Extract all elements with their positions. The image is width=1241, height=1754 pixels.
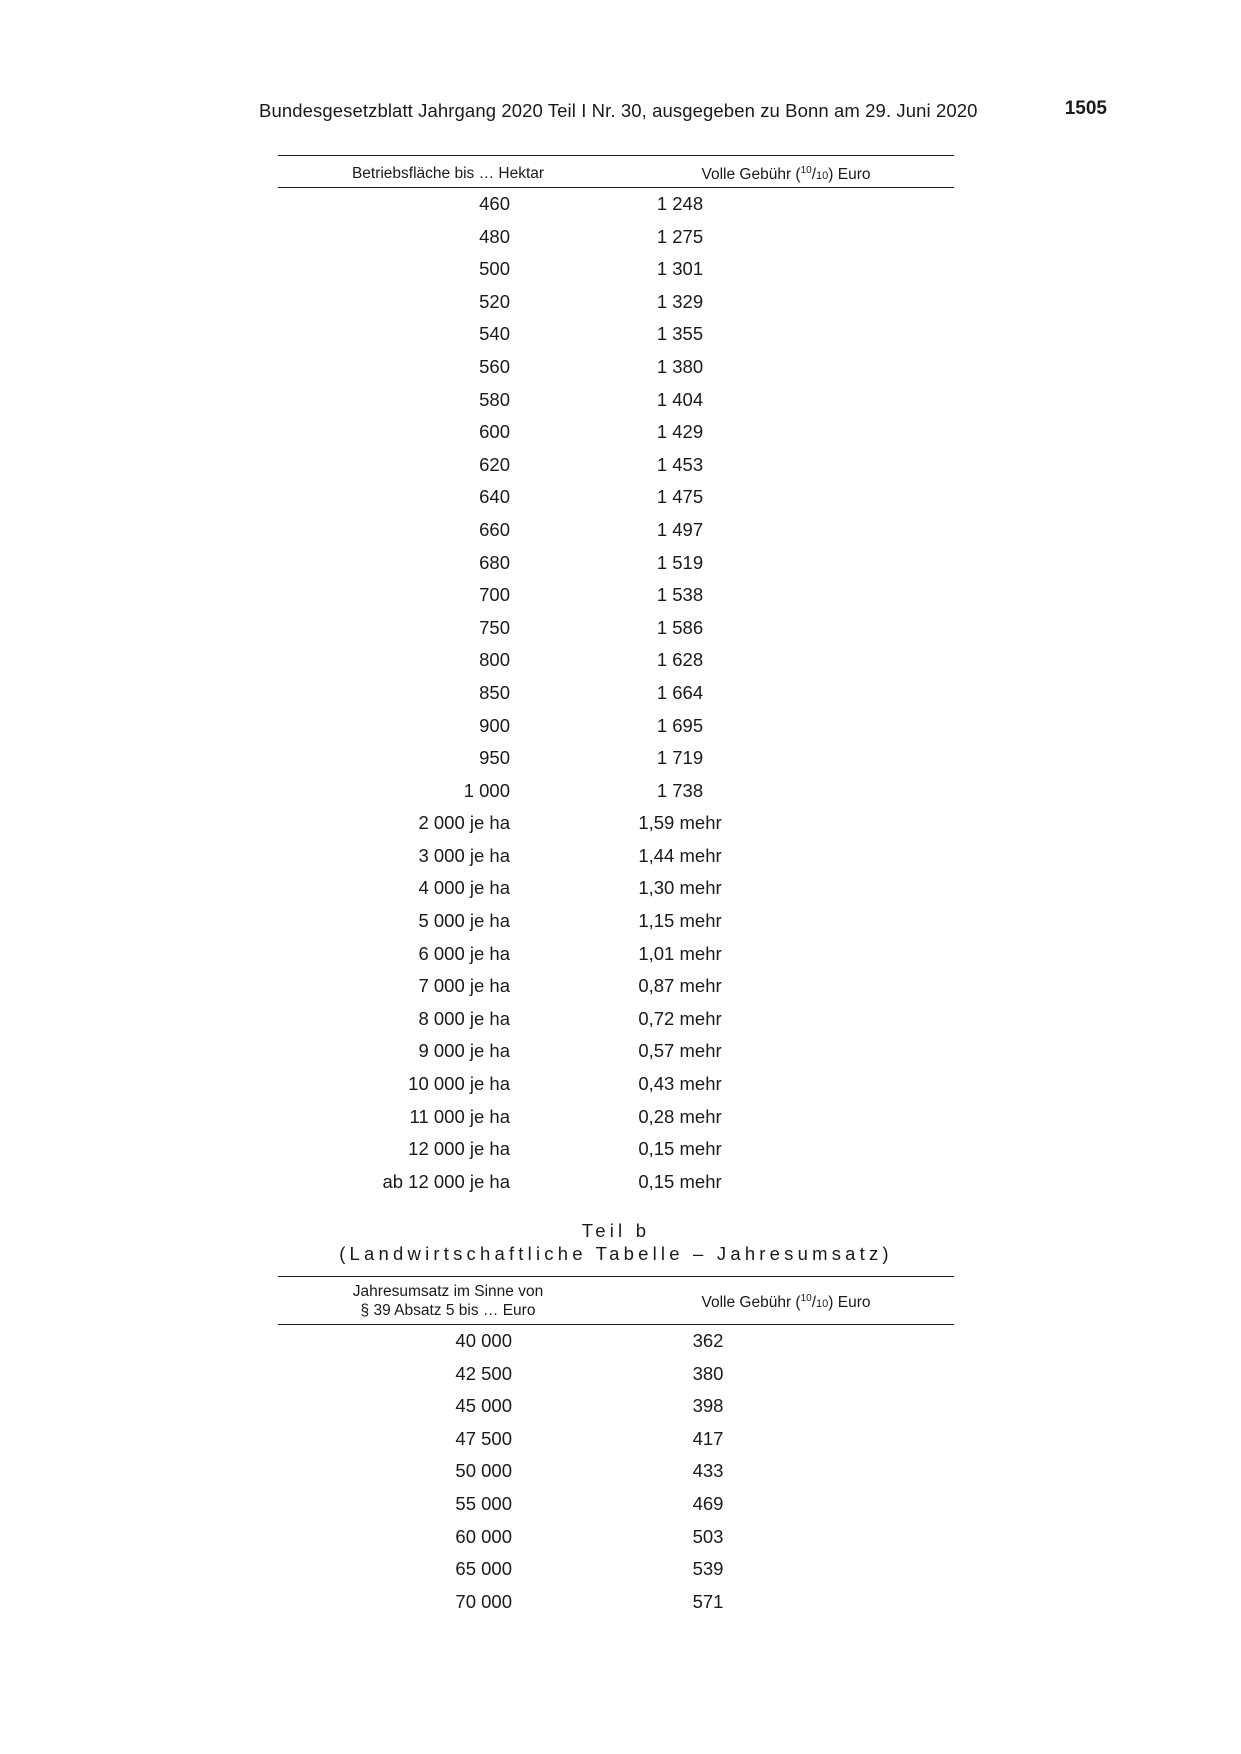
cell-fee: 0,57 mehr [638,1040,722,1062]
cell-turnover: 50 000 [455,1460,512,1482]
cell-fee: 0,15 mehr [638,1170,722,1192]
cell-fee: 417 [692,1427,724,1449]
cell-fee: 1 475 [656,486,704,508]
cell-area: 900 [479,714,510,736]
table-row [278,416,954,449]
cell-area: 620 [479,453,510,475]
cell-fee: 1 497 [656,518,704,540]
table-row [278,1455,954,1488]
fee-table-area [278,155,954,1198]
header-fraction-slash: / [811,166,817,183]
cell-fee: 1,44 mehr [638,844,722,866]
table-row [278,1325,954,1358]
cell-fee: 503 [692,1525,724,1547]
cell-area: 8 000 je ha [418,1007,510,1029]
column-header-turnover [278,1282,618,1320]
header-text: Volle Gebühr ( [701,1294,801,1311]
cell-area: 600 [479,421,510,443]
cell-fee: 1 538 [656,584,704,606]
cell-fee: 1 719 [656,747,704,769]
cell-fee: 1 355 [656,323,704,345]
fee-table-turnover [278,1276,954,1618]
cell-fee: 1 429 [656,421,704,443]
cell-fee: 380 [692,1362,724,1384]
cell-area: 560 [479,355,510,377]
cell-area: 520 [479,290,510,312]
cell-turnover: 70 000 [455,1590,512,1612]
table-row [278,253,954,286]
header-fraction-denominator: 10 [816,170,829,182]
cell-fee: 362 [692,1330,724,1351]
cell-fee: 1,01 mehr [638,942,722,964]
cell-fee: 1 301 [656,258,704,280]
table-header [278,155,954,188]
cell-area: 500 [479,258,510,280]
table-row [278,1035,954,1068]
cell-fee: 571 [692,1590,724,1612]
cell-fee: 1 695 [656,714,704,736]
cell-fee: 1 586 [656,616,704,638]
cell-fee: 1 664 [656,681,704,703]
table-row [278,612,954,645]
column-header-fee [618,1287,954,1314]
cell-fee: 0,87 mehr [638,975,722,997]
column-header-fee [618,157,954,186]
cell-turnover: 60 000 [455,1525,512,1547]
cell-area: 3 000 je ha [418,844,510,866]
cell-area: 9 000 je ha [418,1040,510,1062]
cell-turnover: 47 500 [455,1427,512,1449]
table-row [278,872,954,905]
table-row [278,1068,954,1101]
table-row [278,351,954,384]
cell-area: 2 000 je ha [418,812,510,834]
part-title: Teil b [581,1220,651,1241]
cell-area: 4 000 je ha [418,877,510,899]
table-row [278,188,954,221]
table-row [278,1390,954,1423]
cell-area: 700 [479,584,510,606]
table-body [278,188,954,1198]
table-row [278,1133,954,1166]
table-row [278,840,954,873]
cell-area: 750 [479,616,510,638]
cell-fee: 1 453 [656,453,704,475]
cell-fee: 0,72 mehr [638,1007,722,1029]
table-header [278,1276,954,1325]
table-row [278,644,954,677]
table-row [278,579,954,612]
part-subtitle: (Landwirtschaftliche Tabelle – Jahresumsatz) [339,1243,893,1264]
column-header-area: Betriebsfläche bis … Hektar [351,165,545,182]
header-fraction-numerator: 10 [800,1293,812,1304]
cell-fee: 539 [692,1558,724,1580]
cell-area: 460 [479,193,510,214]
cell-area: 950 [479,747,510,769]
table-row [278,677,954,710]
header-line: Jahresumsatz im Sinne von [352,1282,544,1300]
cell-area: 680 [479,551,510,573]
cell-turnover: 65 000 [455,1558,512,1580]
table-row [278,970,954,1003]
table-row [278,710,954,743]
cell-fee: 433 [692,1460,724,1482]
cell-area: 580 [479,388,510,410]
cell-area: ab 12 000 je ha [382,1170,510,1192]
header-fraction-numerator: 10 [800,165,812,176]
page-number: 1505 [1064,98,1107,119]
table-row [278,481,954,514]
cell-turnover: 42 500 [455,1362,512,1384]
cell-area: 5 000 je ha [418,910,510,932]
cell-area: 640 [479,486,510,508]
running-head: Bundesgesetzblatt Jahrgang 2020 Teil I Nr. 30, ausgegeben zu Bonn am 29. Juni 2020 [259,100,978,121]
cell-area: 6 000 je ha [418,942,510,964]
cell-turnover: 40 000 [455,1330,512,1351]
cell-area: 1 000 [463,779,510,801]
header-text: ) Euro [828,1294,871,1311]
cell-area: 7 000 je ha [418,975,510,997]
table-row [278,1586,954,1619]
table-row [278,449,954,482]
table-row [278,1488,954,1521]
cell-fee: 1 380 [656,355,704,377]
cell-area: 10 000 je ha [408,1073,510,1095]
table-row [278,1003,954,1036]
cell-fee: 1 738 [656,779,704,801]
table-row [278,384,954,417]
cell-fee: 1,30 mehr [638,877,722,899]
table-row [278,807,954,840]
header-fraction-slash: / [811,1294,817,1311]
table-row [278,547,954,580]
table-row [278,221,954,254]
table-row [278,775,954,808]
table-row [278,938,954,971]
cell-fee: 469 [692,1492,724,1514]
cell-area: 850 [479,681,510,703]
cell-area: 540 [479,323,510,345]
cell-fee: 0,15 mehr [638,1138,722,1160]
table-row [278,1166,954,1199]
table-row [278,905,954,938]
table-row [278,1553,954,1586]
cell-area: 12 000 je ha [408,1138,510,1160]
header-line: § 39 Absatz 5 bis … Euro [360,1301,536,1319]
cell-fee: 398 [692,1395,724,1417]
table-row [278,1358,954,1391]
cell-fee: 1 628 [656,649,704,671]
cell-area: 11 000 je ha [409,1105,510,1127]
cell-turnover: 55 000 [455,1492,512,1514]
cell-fee: 1,15 mehr [638,910,722,932]
cell-area: 480 [479,225,510,247]
table-row [278,742,954,775]
table-row [278,1101,954,1134]
table-row [278,318,954,351]
header-fraction-denominator: 10 [816,1298,829,1310]
cell-turnover: 45 000 [455,1395,512,1417]
cell-fee: 1 275 [656,225,704,247]
cell-area: 800 [479,649,510,671]
header-text: Volle Gebühr ( [701,166,801,183]
cell-fee: 0,43 mehr [638,1073,722,1095]
cell-area: 660 [479,518,510,540]
cell-fee: 1,59 mehr [638,812,722,834]
cell-fee: 0,28 mehr [638,1105,722,1127]
table-row [278,286,954,319]
table-row [278,514,954,547]
table-row [278,1423,954,1456]
table-row [278,1521,954,1554]
cell-fee: 1 248 [656,193,704,214]
table-body [278,1325,954,1618]
cell-fee: 1 519 [656,551,704,573]
cell-fee: 1 329 [656,290,704,312]
header-text: ) Euro [828,166,871,183]
cell-fee: 1 404 [656,388,704,410]
